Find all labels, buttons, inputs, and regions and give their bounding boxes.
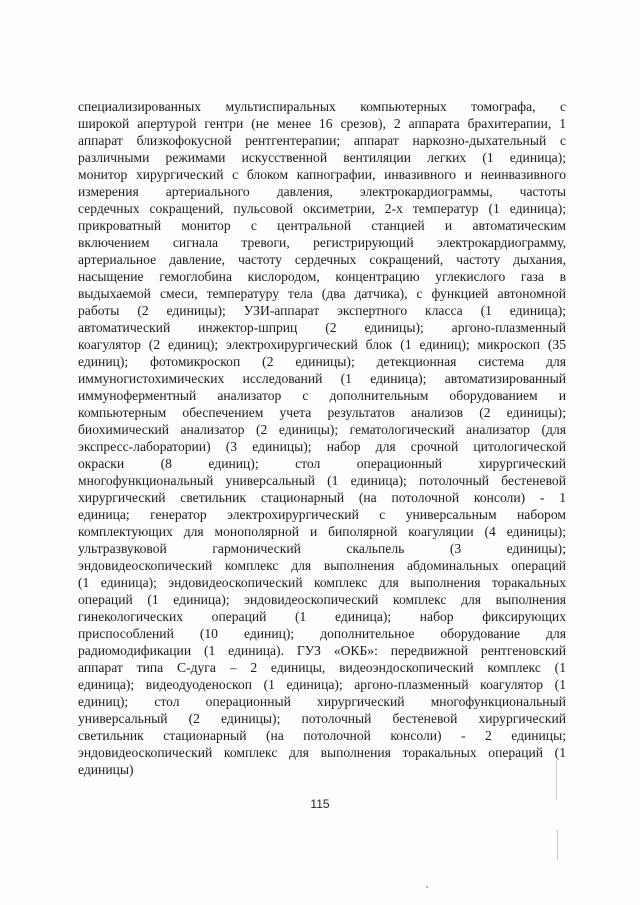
text-line-34: аппарат типа С-дуга – 2 единицы, видеоэндоскопический комплекс (1 <box>78 660 566 675</box>
text-line-24: хирургический светильник стационарный (на потолочной консоли) - 1 <box>78 490 566 505</box>
text-line-2: широкой апертурой гентри (не менее 16 срезов), 2 аппарата брахитерапии, 1 <box>78 116 566 131</box>
text-line-26: комплектующих для монополярной и биполярной коагуляции (4 единицы); <box>78 524 566 539</box>
text-line-9: включением сигнала тревоги, регистрирующий электрокардиограмму, <box>78 235 566 250</box>
text-line-4: различными режимами искусственной вентиляции легких (1 единица); <box>78 150 566 165</box>
text-line-21: экспресс-лаборатории) (3 единицы); набор для срочной цитологической <box>78 439 566 454</box>
text-line-38: светильник стационарный (на потолочной консоли) - 2 единицы; <box>78 728 566 743</box>
text-line-10: артериальное давление, частоту сердечных сокращений, частоту дыхания, <box>78 252 566 267</box>
text-line-23: многофункциональный универсальный (1 единица); потолочный бестеневой <box>78 473 566 488</box>
text-line-20: биохимический анализатор (2 единицы); гематологический анализатор (для <box>78 422 566 437</box>
text-line-7: сердечных сокращений, пульсовой оксиметрии, 2-х температур (1 единица); <box>78 201 566 216</box>
text-line-35: единица); видеодуоденоскоп (1 единица); аргоно-плазменный коагулятор (1 <box>78 677 566 692</box>
text-line-33: радиомодификации (1 единица). ГУЗ «ОКБ»: передвижной рентгеновский <box>78 643 566 658</box>
page-number: 115 <box>310 797 330 811</box>
text-line-40: единицы) <box>78 762 134 777</box>
text-line-32: приспособлений (10 единиц); дополнительное оборудование для <box>78 626 566 641</box>
text-line-13: работы (2 единицы); УЗИ-аппарат экспертного класса (1 единица); <box>78 303 566 318</box>
text-line-14: автоматический инжектор-шприц (2 единицы); аргоно-плазменный <box>78 320 566 335</box>
scan-artifact-dot <box>426 886 428 888</box>
text-line-1: специализированных мультиспиральных компьютерных томографа, с <box>78 99 566 114</box>
text-line-3: аппарат близкофокусной рентгентерапии; аппарат наркозно-дыхательный с <box>78 133 566 148</box>
text-line-30: операций (1 единица); эндовидеоскопический комплекс для выполнения <box>78 592 566 607</box>
text-line-25: единица; генератор электрохирургический с универсальным набором <box>78 507 566 522</box>
text-line-37: универсальный (2 единицы); потолочный бестеневой хирургический <box>78 711 566 726</box>
text-line-15: коагулятор (2 единиц); электрохирургический блок (1 единиц); микроскоп (35 <box>78 337 566 352</box>
text-line-5: монитор хирургический с блоком капнографии, инвазивного и неинвазивного <box>78 167 566 182</box>
text-line-39: эндовидеоскопический комплекс для выполнения торакальных операций (1 <box>78 745 566 760</box>
text-line-11: насыщение гемоглобина кислородом, концентрацию углекислого газа в <box>78 269 566 284</box>
text-line-27: ультразвуковой гармонический скальпель (3 единицы); <box>78 541 566 556</box>
text-line-22: окраски (8 единиц); стол операционный хирургический <box>78 456 566 471</box>
text-line-12: выдыхаемой смеси, температуру тела (два датчика), с функцией автономной <box>78 286 566 301</box>
scan-artifact-line <box>557 830 558 860</box>
text-line-18: иммуноферментный анализатор с дополнительным оборудованием и <box>78 388 566 403</box>
text-line-28: эндовидеоскопический комплекс для выполнения абдоминальных операций <box>78 558 566 573</box>
body-paragraph <box>78 98 566 778</box>
text-line-19: компьютерным обеспечением учета результатов анализов (2 единицы); <box>78 405 566 420</box>
text-line-36: единиц); стол операционный хирургический многофункциональный <box>78 694 566 709</box>
text-line-17: иммуногистохимических исследований (1 единица); автоматизированный <box>78 371 566 386</box>
text-line-31: гинекологических операций (1 единица); набор фиксирующих <box>78 609 566 624</box>
text-line-16: единиц); фотомикроскоп (2 единицы); детекционная система для <box>78 354 566 369</box>
text-line-6: измерения артериального давления, электрокардиограммы, частоты <box>78 184 566 199</box>
text-line-8: прикроватный монитор с центральной станцией и автоматическим <box>78 218 566 233</box>
scan-artifact-line <box>556 760 557 800</box>
text-line-29: (1 единица); эндовидеоскопический комплекс для выполнения торакальных <box>78 575 566 590</box>
